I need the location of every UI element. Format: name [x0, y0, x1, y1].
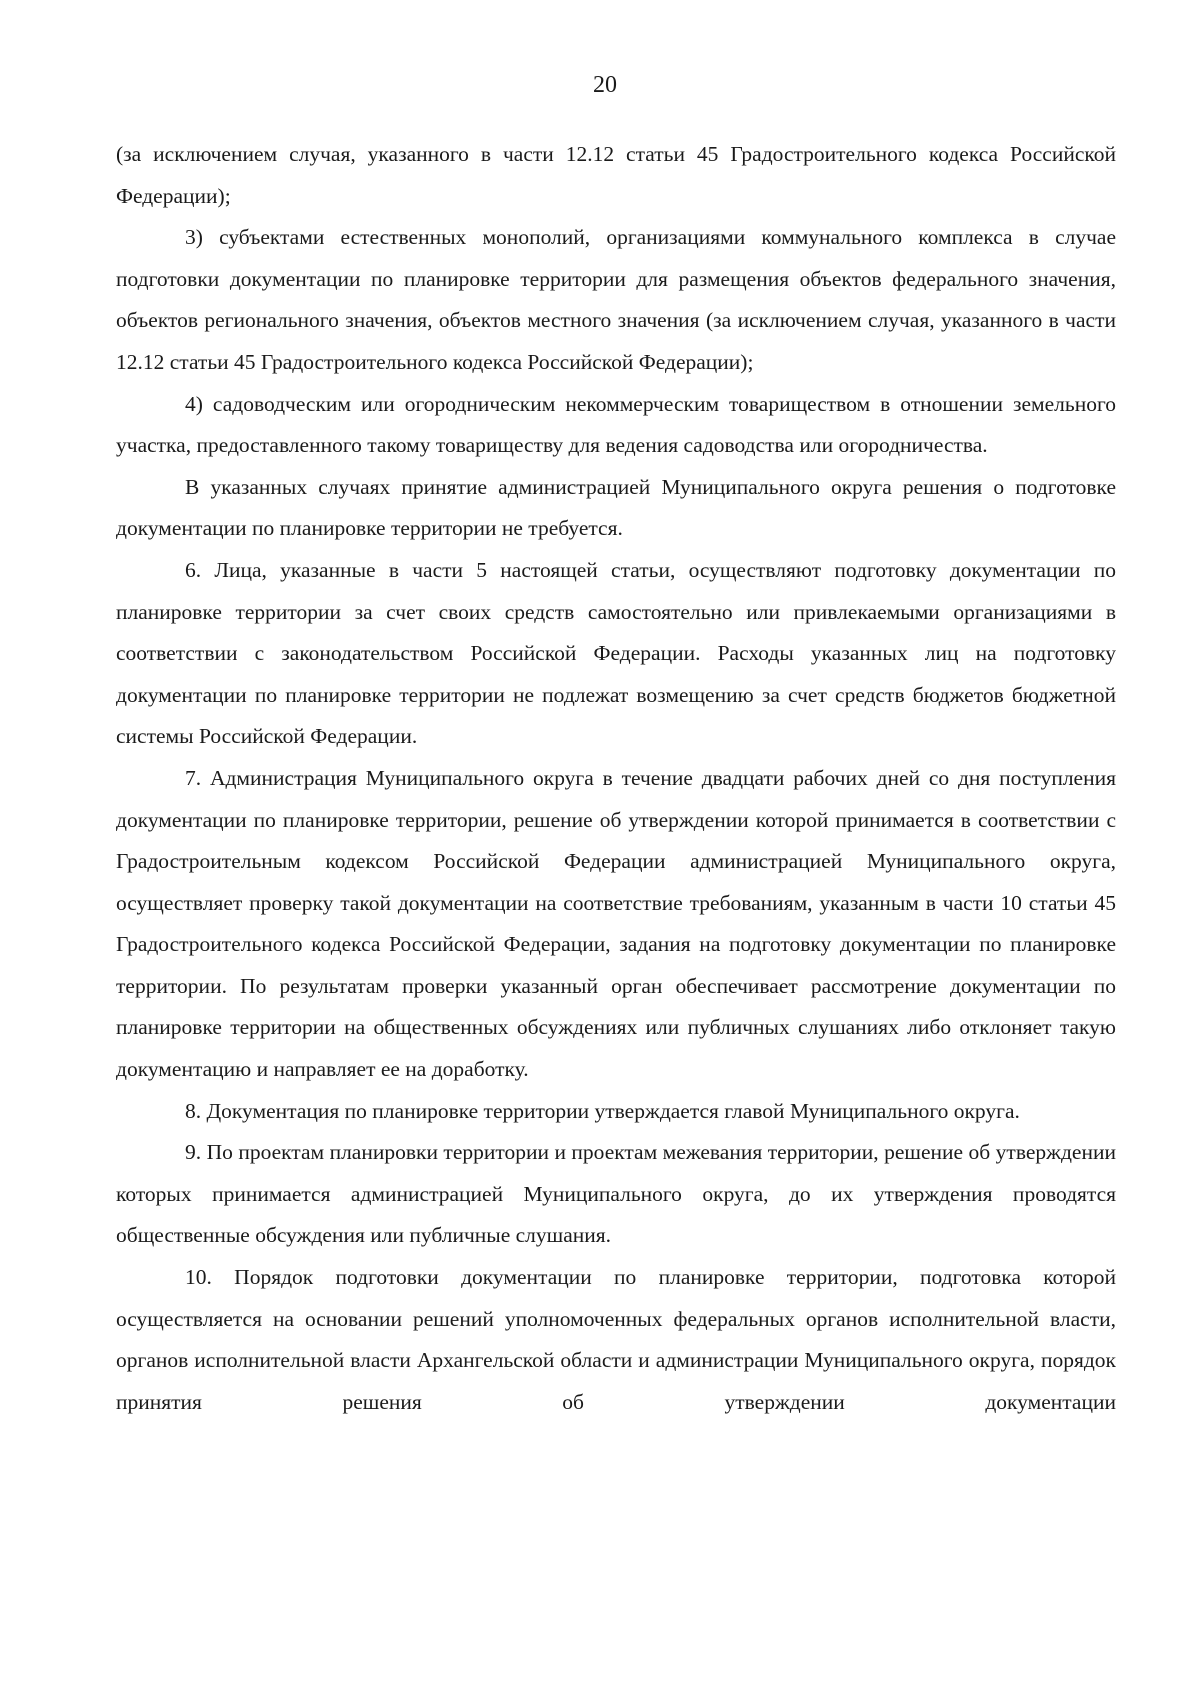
document-body	[116, 134, 1116, 1423]
paragraph-note: В указанных случаях принятие администрацией Муниципального округа решения о подготовке документации по планировке территории не требуется.	[116, 474, 1116, 541]
paragraph-clause-8: 8. Документация по планировке территории утверждается главой Муниципального округа.	[185, 1098, 1020, 1123]
paragraph-continuation: (за исключением случая, указанного в части 12.12 статьи 45 Градостроительного кодекса Российской Федерации);	[116, 142, 1116, 208]
paragraph-item-3: 3) субъектами естественных монополий, организациями коммунального комплекса в случае подготовки документации по планировке территории для размещения объектов федерального значения, объектов регионального значения, объектов местного значения (за исключением случая, указанного в части 12.12 статьи 45 Градостроительного кодекса Российской Федерации);	[116, 225, 1116, 374]
paragraph-clause-10: 10. Порядок подготовки документации по планировке территории, подготовка которой осуществляется на основании решений уполномоченных федеральных органов исполнительной власти, органов исполнительной власти Архангельской области и администрации Муниципального округа, порядок принятия решения об утверждении документации	[116, 1265, 1116, 1414]
paragraph-clause-6: 6. Лица, указанные в части 5 настоящей статьи, осуществляют подготовку документации по планировке территории за счет своих средств самостоятельно или привлекаемыми организациями в соответствии с законодательством Российской Федерации. Расходы указанных лиц на подготовку документации по планировке территории не подлежат возмещению за счет средств бюджетов бюджетной системы Российской Федерации.	[116, 557, 1116, 749]
page-number: 20	[593, 72, 617, 98]
paragraph-item-4: 4) садоводческим или огородническим некоммерческим товариществом в отношении земельного участка, предоставленного такому товариществу для ведения садоводства или огородничества.	[116, 391, 1116, 458]
paragraph-clause-7: 7. Администрация Муниципального округа в течение двадцати рабочих дней со дня поступления документации по планировке территории, решение об утверждении которой принимается в соответствии с Градостроительным кодексом Российской Федерации администрацией Муниципального округа, осуществляет проверку такой документации на соответствие требованиям, указанным в части 10 статьи 45 Градостроительного кодекса Российской Федерации, задания на подготовку документации по планировке территории. По результатам проверки указанный орган обеспечивает рассмотрение документации по планировке территории на общественных обсуждениях или публичных слушаниях либо отклоняет такую документацию и направляет ее на доработку.	[116, 765, 1116, 1082]
paragraph-clause-9: 9. По проектам планировки территории и проектам межевания территории, решение об утверждении которых принимается администрацией Муниципального округа, до их утверждения проводятся общественные обсуждения или публичные слушания.	[116, 1140, 1116, 1248]
